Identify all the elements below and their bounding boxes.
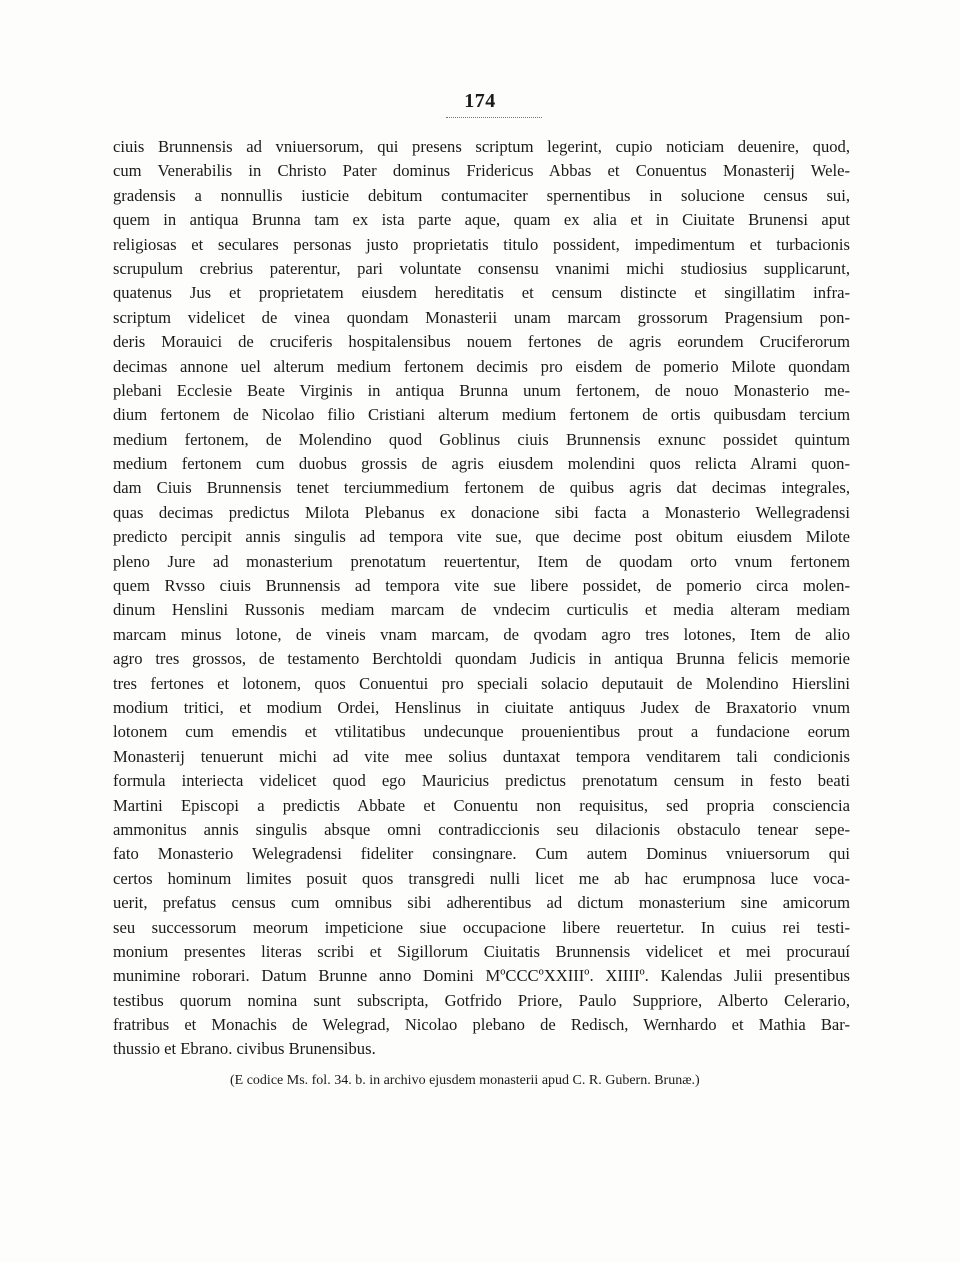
text-line: medium fertonem cum duobus grossis de agris eiusdem molendini quos relicta Alrami quon- (113, 454, 850, 474)
page-number-rule (446, 117, 542, 118)
text-line: quatenus Jus et proprietatem eiusdem hereditatis et censum distincte et singillatim infra- (113, 283, 850, 303)
text-line: uerit, prefatus census cum omnibus sibi adherentibus ad dictum monasterium sine amicorum (113, 893, 850, 913)
text-line: certos hominum limites posuit quos transgredi nulli licet me ab hac erumpnosa luce voca- (113, 868, 850, 888)
text-line: quas decimas predictus Milota Plebanus ex donacione sibi facta a Monasterio Wellegradensi (113, 502, 850, 522)
text-line: ammonitus annis singulis absque omni contradiccionis seu dilacionis obstaculo tenear sepe- (113, 819, 850, 839)
text-line: dam Ciuis Brunnensis tenet terciummedium fertonem de quibus agris dat decimas integrales, (113, 478, 850, 498)
text-line: dium fertonem de Nicolao filio Cristiani alterum medium fertonem de ortis quibusdam tercium (113, 405, 850, 425)
body-text (113, 135, 850, 1062)
text-line: quem in antiqua Brunna tam ex ista parte aque, quam ex alia et in Ciuitate Brunensi aput (113, 210, 850, 230)
page-number: 174 (464, 90, 496, 112)
text-line: testibus quorum nomina sunt subscripta, Gotfrido Priore, Paulo Suppriore, Alberto Celerario, (113, 990, 850, 1010)
text-line: cum Venerabilis in Christo Pater dominus Fridericus Abbas et Conuentus Monasterij Wele- (113, 161, 850, 181)
text-line: seu successorum meorum impeticione siue occupacione libere reuertetur. In cuius rei testi- (113, 917, 850, 937)
text-line: ciuis Brunnensis ad vniuersorum, qui presens scriptum legerint, cupio noticiam deuenire, quod, (113, 137, 850, 156)
text-line: religiosas et seculares personas justo proprietatis titulo possident, impedimentum et turbacionis (113, 234, 850, 254)
text-line: lotonem cum emendis et vtilitatibus undecunque prouenientibus prout a fundacione eorum (113, 722, 850, 742)
text-line: gradensis a nonnullis iusticie debitum contumaciter spernentibus in solucione census sui, (113, 185, 850, 205)
text-line: decimas annone uel alterum medium fertonem decimis pro eisdem de pomerio Milote quondam (113, 356, 850, 376)
text-line: modium tritici, et modium Ordei, Henslinus in ciuitate antiquus Judex de Braxatorio vnum (113, 697, 850, 717)
source-note: (E codice Ms. fol. 34. b. in archivo ejusdem monasterii apud C. R. Gubern. Brunæ.) (230, 1073, 700, 1088)
text-line: tres fertones et lotonem, quos Conuentui pro speciali solacio deputauit de Molendino Hierslini (113, 673, 850, 693)
text-line: quem Rvsso ciuis Brunnensis ad tempora vite sue libere possidet, de pomerio circa molen- (113, 576, 850, 596)
text-line: plebani Ecclesie Beate Virginis in antiqua Brunna unum fertonem, de nouo Monasterio me- (113, 380, 850, 400)
text-line: dinum Henslini Russonis mediam marcam de vndecim curticulis et media alteram mediam (113, 600, 850, 620)
text-line: fratribus et Monachis de Welegrad, Nicolao plebano de Redisch, Wernhardo et Mathia Bar- (113, 1015, 850, 1035)
text-line: monium presentes literas scribi et Sigillorum Ciuitatis Brunnensis videlicet et mei procurauí (113, 941, 850, 961)
text-line: munimine roborari. Datum Brunne anno Domini MºCCCºXXIIIº. XIIIIº. Kalendas Julii presentibus (113, 966, 850, 986)
text-line: deris Morauici de cruciferis hospitalensibus nouem fertones de agris eorundem Cruciferorum (113, 332, 850, 352)
text-line: agro tres grossos, de testamento Berchtoldi quondam Judicis in antiqua Brunna felicis memorie (113, 649, 850, 669)
text-line: formula interiecta videlicet quod ego Mauricius predictus prenotatum censum in festo beati (113, 771, 850, 791)
text-line: predicto percipit annis singulis ad tempora vite sue, que decime post obitum eiusdem Milote (113, 527, 850, 547)
text-line: marcam minus lotone, de vineis vnam marcam, de qvodam agro tres lotones, Item de alio (113, 624, 850, 644)
text-line: thussio et Ebrano. civibus Brunensibus. (113, 1039, 376, 1059)
text-line: medium fertonem, de Molendino quod Goblinus ciuis Brunnensis exnunc possidet quintum (113, 429, 850, 449)
text-line: pleno Jure ad monasterium prenotatum reuertentur, Item de quodam orto vnum fertonem (113, 551, 850, 571)
text-line: Martini Episcopi a predictis Abbate et Conuentu non requisitus, sed propria consciencia (113, 795, 850, 815)
text-line: Monasterij tenuerunt michi ad vite mee solius duntaxat tempora venditarem tali condicionis (113, 746, 850, 766)
text-line: scrupulum crebrius paterentur, pari voluntate consensu vnanimi michi studiosius supplicarunt, (113, 258, 850, 278)
text-line: scriptum videlicet de vinea quondam Monasterii unam marcam grossorum Pragensium pon- (113, 307, 850, 327)
text-line: fato Monasterio Welegradensi fideliter consingnare. Cum autem Dominus vniuersorum qui (113, 844, 850, 864)
